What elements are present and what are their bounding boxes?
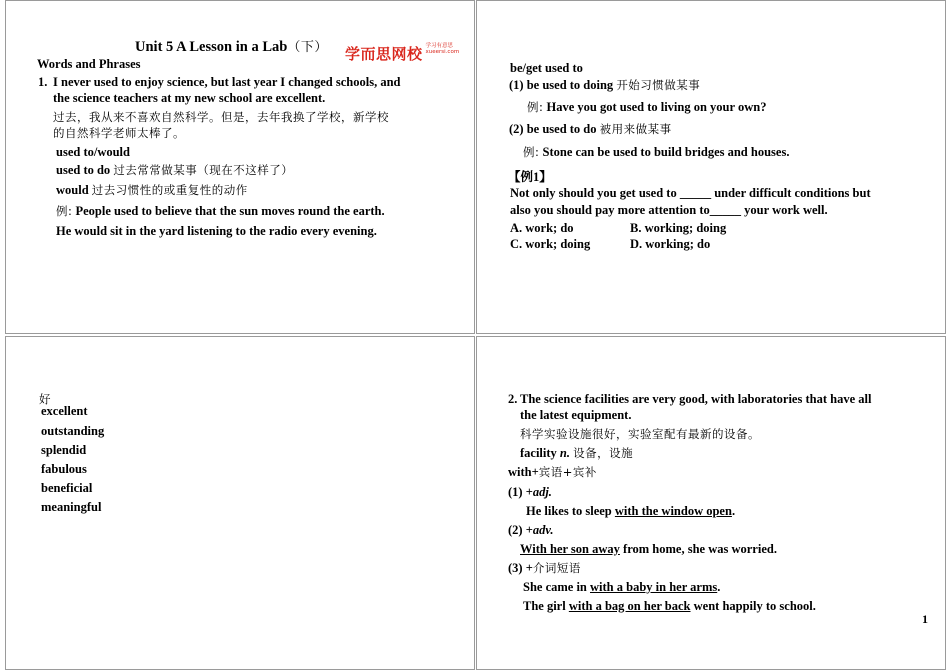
structure-1-example: He likes to sleep with the window open.	[526, 504, 736, 518]
example-1: 例: People used to believe that the sun moves round the earth.	[56, 204, 385, 218]
sentence-en-line2: the science teachers at my new school are excellent.	[53, 91, 326, 105]
used-to-do-line: used to do 过去常常做某事（现在不这样了）	[56, 163, 294, 177]
point-2: (2) be used to do 被用来做某事	[509, 122, 672, 136]
slide-title: Unit 5 A Lesson in a Lab（下）	[135, 39, 328, 55]
word-item: fabulous	[41, 462, 87, 476]
section-heading: Words and Phrases	[37, 57, 141, 71]
question-line1: Not only should you get used to _____ under difficult conditions but	[510, 186, 871, 200]
facility-line: facility n. 设备，设施	[520, 446, 634, 460]
structure-3-example-1: She came in with a baby in her arms.	[523, 580, 721, 594]
phrase-heading: used to/would	[56, 145, 130, 159]
structure-2-example: With her son away from home, she was worried.	[520, 542, 777, 556]
question-line2: also you should pay more attention to_____ your work well.	[510, 203, 828, 217]
word-item: splendid	[41, 443, 87, 457]
sentence-en-line1: I never used to enjoy science, but last year I changed schools, and	[53, 75, 401, 89]
example-2: He would sit in the yard listening to the radio every evening.	[56, 224, 377, 238]
cn-label-good: 好	[39, 392, 51, 406]
option-a: A. work; do	[510, 221, 574, 235]
structure-3-label: (3) +介词短语	[508, 561, 581, 575]
sentence2-en-line2: the latest equipment.	[520, 408, 632, 422]
xueersi-logo: 学而思网校 学习有意思 xueersi.com	[345, 43, 460, 63]
slide-2	[476, 0, 946, 334]
structure-2-label: (2) +adv.	[508, 523, 554, 537]
with-structure: with+宾语+宾补	[508, 465, 597, 479]
page-number: 1	[922, 612, 928, 626]
point-1: (1) be used to doing 开始习惯做某事	[509, 78, 701, 92]
item-number: 1.	[38, 75, 48, 89]
structure-3-example-2: The girl with a bag on her back went happily to school.	[523, 599, 816, 613]
logo-sub-cn: 学习有意思	[425, 43, 454, 49]
option-d: D. working; do	[630, 237, 711, 251]
option-c: C. work; doing	[510, 237, 591, 251]
sentence-cn-line2: 的自然科学老师太棒了。	[53, 126, 185, 140]
sentence2-en-line1: The science facilities are very good, with laboratories that have all	[520, 392, 872, 406]
item-number-2: 2.	[508, 392, 518, 406]
point-1-example: 例: Have you got used to living on your own?	[527, 100, 767, 114]
structure-1-label: (1) +adj.	[508, 485, 552, 499]
would-line: would 过去习惯性的或重复性的动作	[56, 183, 248, 197]
sentence-cn-line1: 过去，我从来不喜欢自然科学。但是，去年我换了学校，新学校	[53, 110, 389, 124]
sentence2-cn: 科学实验设施很好，实验室配有最新的设备。	[520, 427, 760, 441]
word-item: excellent	[41, 404, 88, 418]
slide-4	[476, 336, 946, 670]
example-tag: 【例1】	[508, 170, 552, 184]
point-2-example: 例: Stone can be used to build bridges and houses.	[523, 145, 790, 159]
word-item: meaningful	[41, 500, 102, 514]
be-get-used-to-heading: be/get used to	[510, 61, 583, 75]
word-item: beneficial	[41, 481, 93, 495]
logo-sub-en: xueersi.com	[425, 49, 460, 55]
word-item: outstanding	[41, 424, 105, 438]
option-b: B. working; doing	[630, 221, 727, 235]
